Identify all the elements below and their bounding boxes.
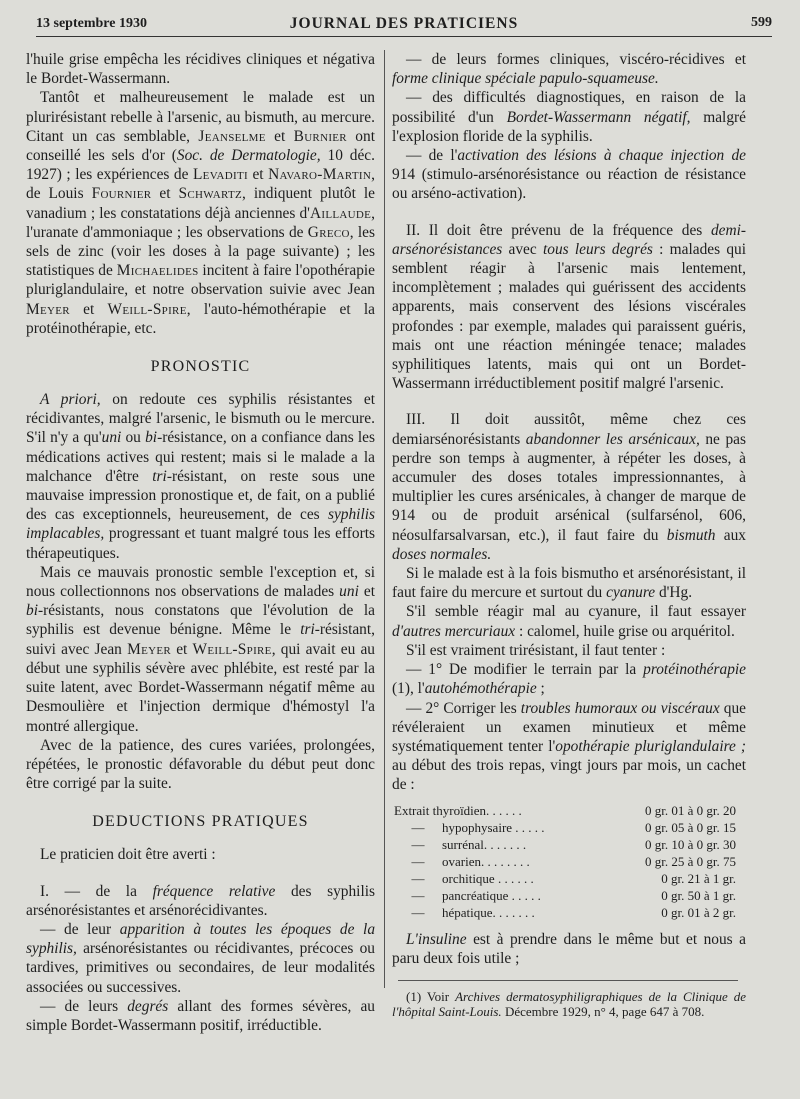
header-journal-title: JOURNAL DES PRATICIENS: [289, 15, 519, 32]
paragraph: — de leur apparition à toutes les époques de la syphilis, arsénorésistantes ou récidivantes, précoces ou tardives, primitives ou secondaires, de leur modalités associées ou successives.: [26, 920, 376, 996]
paragraph: Si le malade est à la fois bismutho et arsénorésistant, il faut faire du mercure et surtout du cyanure d'Hg.: [392, 565, 746, 602]
citation: Soc. de Dermatologie,: [176, 147, 321, 165]
prescription-item: — hépatique. . . . . . .: [411, 904, 535, 920]
prescription-row: [392, 853, 746, 870]
section-heading-pronostic: PRONOSTIC: [150, 358, 251, 376]
paragraph: III. Il doit aussitôt, même chez ces demiarsénorésistants abandonner les arsénicaux, ne pas perdre son temps à augmenter, à répéter les doses, à accumuler des doses totales impressionnantes, à multiplier les cures arsénicales, à changer de marque de 914 ou de produit arsénical (sulfarsénol, 606, néosulfarsalvarsan, etc.), il faut faire du bismuth aux doses normales.: [392, 411, 746, 563]
prescription-dose: 0 gr. 01 à 2 gr.: [661, 904, 736, 920]
footnote: (1) Voir Archives dermatosyphiligraphiques de la Clinique de l'hôpital Saint-Louis. Décembre 1929, n° 4, page 647 à 708.: [392, 988, 746, 1019]
column-divider: [384, 50, 385, 988]
author-name: Michaelides: [116, 262, 199, 280]
header-date: 13 septembre 1930: [36, 16, 147, 31]
author-name: Navaro-Martin: [268, 166, 372, 184]
prescription-row: [392, 870, 746, 887]
prescription-dose: 0 gr. 01 à 0 gr. 20: [645, 802, 736, 818]
prescription-item: — ovarien. . . . . . . .: [411, 853, 530, 869]
page-header: [36, 10, 772, 37]
prescription-item: — pancréatique . . . . .: [411, 887, 541, 903]
prescription-table: [392, 802, 746, 921]
author-name: Weill-Spire: [192, 640, 272, 658]
prescription-item: — surrénal. . . . . . .: [411, 836, 527, 852]
paragraph: — de leurs formes cliniques, viscéro-récidives et forme clinique spéciale papulo-squameuse.: [392, 51, 746, 88]
prescription-dose: 0 gr. 10 à 0 gr. 30: [645, 836, 736, 852]
prescription-dose: 0 gr. 25 à 0 gr. 75: [645, 853, 736, 869]
prescription-row: [392, 904, 746, 921]
paragraph: Avec de la patience, des cures variées, prolongées, répétées, le pronostic défavorable du début peut donc être corrigé par la suite.: [26, 736, 375, 793]
paragraph: S'il semble réagir mal au cyanure, il faut essayer d'autres mercuriaux : calomel, huile grise ou arquéritol.: [392, 603, 746, 640]
paragraph: L'insuline est à prendre dans le même but et nous a paru deux fois utile ;: [392, 930, 746, 967]
prescription-dose: 0 gr. 21 à 1 gr.: [661, 870, 736, 886]
paragraph: I. — de la fréquence relative des syphilis arsénorésistantes et arsénorécidivantes.: [26, 882, 375, 919]
paragraph: — de l'activation des lésions à chaque injection de 914 (stimulo-arsénorésistance ou réaction de résistance ou arséno-activation).: [392, 147, 746, 203]
paragraph: — 1° De modifier le terrain par la protéinothérapie (1), l'autohémothérapie ;: [392, 661, 746, 698]
paragraph: A priori, on redoute ces syphilis résistantes et récidivantes, malgré l'arsenic, le bismuth ou le mercure. S'il n'y a qu'uni ou bi-résistance, on a confiance dans les médications actives qui restent; mais si le malade a la malchance d'être tri-résistant, on reste sous une mauvaise impression pronostique et, de fait, on a publié des cas exceptionnels, heureusement, de ces syphilis implacables, progressant et tuant malgré tous les efforts thérapeutiques.: [26, 391, 376, 562]
paragraph: — des difficultés diagnostiques, en raison de la possibilité d'un Bordet-Wassermann négatif, malgré l'explosion floride de la syphilis.: [392, 89, 746, 145]
paragraph: Tantôt et malheureusement le malade est un plurirésistant rebelle à l'arsenic, au bismuth, au mercure. Citant un cas semblable, Jeanselme et Burnier ont conseillé les sels d'or (Soc. de Dermatologie, 10 déc. 1927) ; les expériences de Levaditi et Navaro-Martin, de Louis Fournier et Schwartz, indiquent plutôt le vanadium ; les constatations déjà anciennes d'Aillaude, l'uranate d'ammoniaque ; les observations de Greco, les sels de zinc (voir les doses à la page suivante) ; les statistiques de Michaelides incitent à faire l'opothérapie pluriglandulaire, et notre observation suivie avec Jean Meyer et Weill-Spire, l'auto-hémothérapie et la protéinothérapie, etc.: [26, 89, 376, 337]
prescription-dose: 0 gr. 05 à 0 gr. 15: [645, 819, 736, 835]
paragraph: — de leurs degrés allant des formes sévères, au simple Bordet-Wassermann positif, irréductible.: [26, 997, 375, 1034]
right-column: [392, 50, 746, 1019]
paragraph: Le praticien doit être averti :: [40, 846, 216, 864]
prescription-item: — orchitique . . . . . .: [411, 870, 534, 886]
author-name: Aillaude: [309, 204, 372, 222]
paragraph: — 2° Corriger les troubles humoraux ou viscéraux que révéleraient un examen minutieux et même systématiquement tenter l'opothérapie pluriglandulaire ; au début des trois repas, vingt jours par mois, un cachet de :: [392, 699, 746, 794]
author-name: Greco: [307, 223, 350, 241]
prescription-row: [392, 802, 746, 819]
author-name: Levaditi: [192, 166, 248, 184]
paragraph: Mais ce mauvais pronostic semble l'exception et, si nous collectionnons nos observations de malades uni et bi-résistants, nous constatons que l'évolution de la syphilis est devenue bénigne. Même le tri-résistant, suivi avec Jean Meyer et Weill-Spire, qui avait eu au début une syphilis sévère avec phlébite, est resté par la suite latent, avec Bordet-Wassermann négatif même au Desmoulière et l'injection dermique d'hémostyl l'a montré allergique.: [26, 563, 376, 735]
prescription-row: [392, 819, 746, 836]
author-name: Burnier: [293, 127, 347, 145]
prescription-dose: 0 gr. 50 à 1 gr.: [661, 887, 736, 903]
left-column: [26, 50, 375, 1035]
prescription-row: [392, 887, 746, 904]
prescription-item: — hypophysaire . . . . .: [411, 819, 545, 835]
paragraph: S'il est vraiment trirésistant, il faut tenter :: [406, 641, 666, 659]
prescription-row: [392, 836, 746, 853]
header-page-number: 599: [751, 15, 772, 30]
author-name: Meyer: [26, 300, 70, 318]
paragraph: l'huile grise empêcha les récidives cliniques et négativa le Bordet-Wassermann.: [26, 51, 375, 88]
author-name: Schwartz: [178, 185, 242, 203]
author-name: Meyer: [127, 640, 171, 658]
author-name: Fournier: [91, 185, 152, 203]
footnote-rule: [398, 980, 738, 981]
prescription-item: Extrait thyroïdien. . . . . .: [394, 802, 522, 818]
section-heading-deductions: DEDUCTIONS PRATIQUES: [92, 813, 309, 831]
author-name: Weill-Spire: [107, 300, 187, 318]
paragraph: II. Il doit être prévenu de la fréquence des demi-arsénorésistances avec tous leurs degrés : malades qui semblent réagir à l'arsenic mais lentement, incomplètement ; malades qui guérissent des accidents apparents, mais conservent des lésions viscérales profondes : par exemple, malades qui paraissent guéris, mais ont une réaction méningée tenace; malades syphilitiques latents, mais qui ont un Bordet-Wassermann irréductiblement positif malgré l'arsenic.: [392, 221, 746, 393]
author-name: Jeanselme: [198, 127, 266, 145]
